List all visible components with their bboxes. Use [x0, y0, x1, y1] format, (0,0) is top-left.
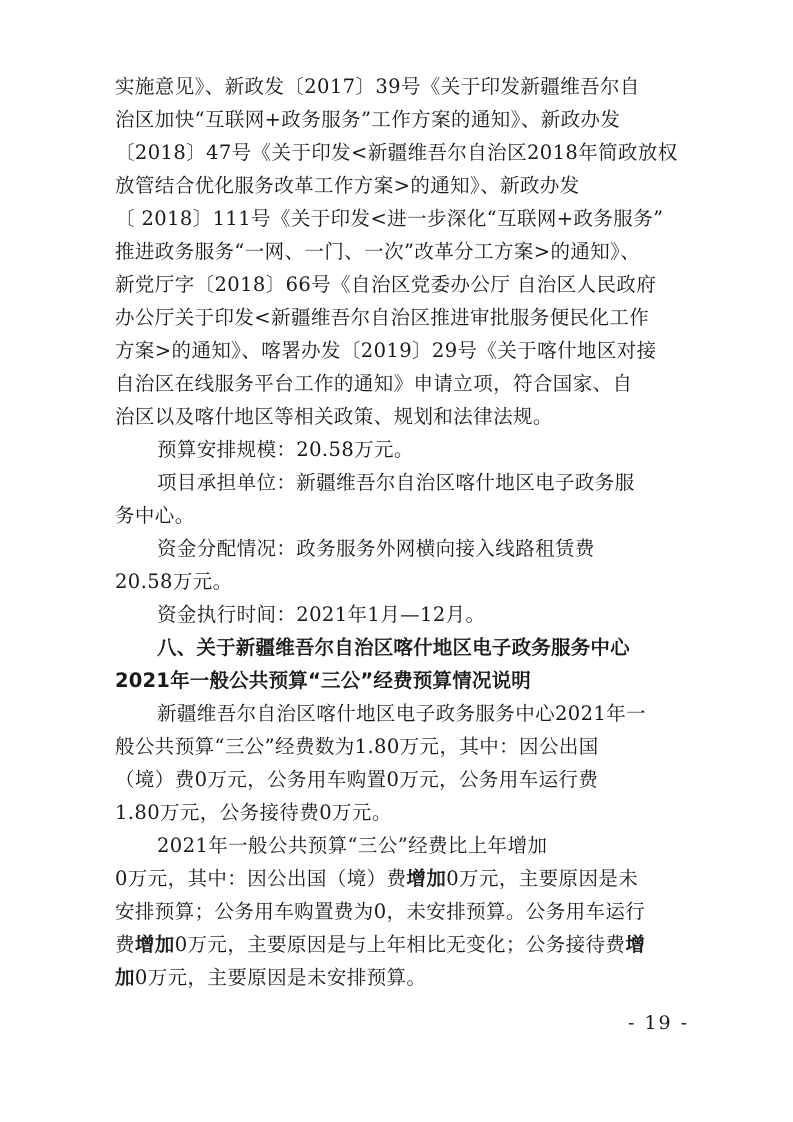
body-text-line: 1.80万元，公务接待费0万元。 — [115, 801, 392, 824]
text-span: 0万元，其中：因公出国（境）费 — [115, 867, 407, 890]
bold-text-span: 增 — [625, 933, 646, 956]
project-unit-cont-line: 务中心。 — [115, 504, 195, 527]
fund-allocation-cont-line: 20.58万元。 — [115, 570, 233, 593]
body-text-line: 推进政务服务“一网、一门、一次”改革分工方案>的通知》、 — [115, 240, 641, 263]
section-heading: 八、关于新疆维吾尔自治区喀什地区电子政务服务中心 — [157, 636, 630, 659]
text-span: 0万元，主要原因是与上年相比无变化；公务接待费 — [174, 933, 626, 956]
body-text-line: 放管结合优化服务改革工作方案>的通知》、新政办发 — [115, 174, 580, 197]
page-number: - 19 - — [628, 1012, 690, 1034]
text-span: 0万元，主要原因是未 — [446, 867, 639, 890]
bold-text-span: 增加 — [406, 867, 447, 890]
body-text-line: 新疆维吾尔自治区喀什地区电子政务服务中心2021年一 — [157, 702, 647, 725]
body-text-line: 方案>的通知》、喀署办发〔2019〕29号《关于喀什地区对接 — [115, 339, 657, 362]
body-text-line: 2021年一般公共预算“三公”经费比上年增加 — [157, 834, 548, 857]
body-text-line: 新党厅字〔2018〕66号《自治区党委办公厅 自治区人民政府 — [115, 273, 657, 296]
body-text-line: 办公厅关于印发<新疆维吾尔自治区推进审批服务便民化工作 — [115, 306, 650, 329]
fund-allocation-line: 资金分配情况：政务服务外网横向接入线路租赁费 — [157, 537, 595, 560]
bold-text-span: 增加 — [134, 933, 175, 956]
body-text-line: 般公共预算“三公”经费数为1.80万元，其中：因公出国 — [115, 735, 599, 758]
bold-text-span: 加 — [115, 966, 135, 989]
body-text-line: 治区加快“互联网+政务服务”工作方案的通知》、新政办发 — [115, 108, 621, 131]
section-heading-cont: 2021年一般公共预算“三公”经费预算情况说明 — [115, 669, 532, 692]
body-text-line — [115, 866, 638, 892]
body-text-line: （境）费0万元，公务用车购置0万元，公务用车运行费 — [115, 768, 599, 791]
body-text-line: 〔 2018〕111号《关于印发<进一步深化“互联网+政务服务” — [115, 207, 664, 230]
budget-scale-line: 预算安排规模：20.58万元。 — [157, 438, 414, 461]
body-text-line: 治区以及喀什地区等相关政策、规划和法律法规。 — [115, 405, 553, 428]
body-text-line — [115, 932, 645, 958]
body-text-line: 〔2018〕47号《关于印发<新疆维吾尔自治区2018年简政放权 — [115, 141, 678, 164]
body-text-line: 自治区在线服务平台工作的通知》申请立项，符合国家、自 — [115, 372, 633, 395]
project-unit-line: 项目承担单位：新疆维吾尔自治区喀什地区电子政务服 — [157, 471, 635, 494]
body-text-line: 安排预算；公务用车购置费为0，未安排预算。公务用车运行 — [115, 900, 646, 923]
text-span: 0万元，主要原因是未安排预算。 — [134, 966, 427, 989]
execution-time-line: 资金执行时间：2021年1月—12月。 — [157, 603, 486, 626]
text-span: 费 — [115, 933, 135, 956]
body-text-line: 实施意见》、新政发〔2017〕39号《关于印发新疆维吾尔自 — [115, 75, 640, 98]
body-text-line — [115, 965, 426, 991]
